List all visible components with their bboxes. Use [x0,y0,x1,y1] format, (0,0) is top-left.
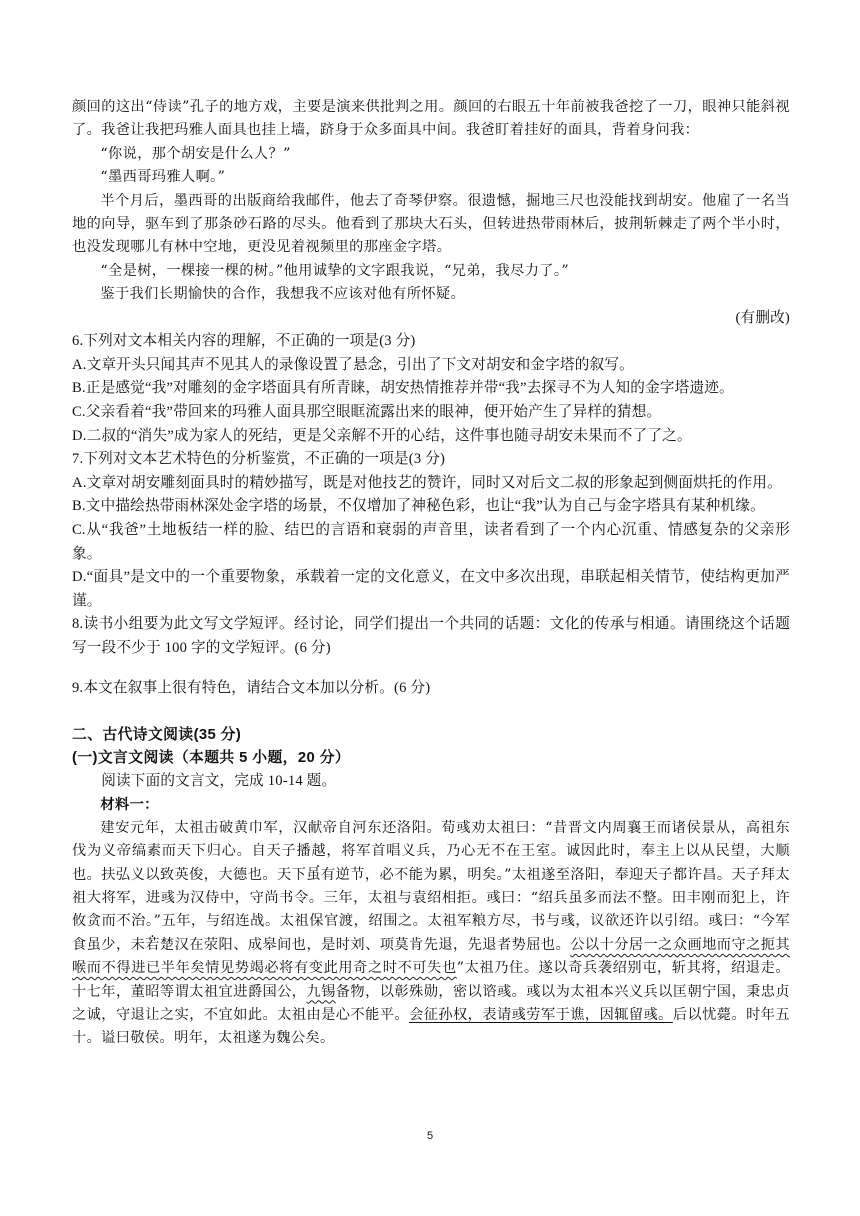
question-6-option-c: C.父亲看着“我”带回来的玛雅人面具那空眼眶流露出来的眼神，便开始产生了异样的猜想。 [72,404,662,421]
underlined-sentence: 会征孙权，表请彧劳军于谯，因辄留彧。 [409,1007,673,1023]
question-6-option-d: D.二叔的“消失”成为家人的死结，更是父亲解不开的心结，这件事也随寻胡安未果而不了了之。 [72,427,692,444]
question-9: 9.本文在叙事上很有特色，请结合文本加以分析。(6 分) [72,679,431,696]
wavy-underlined-term: 九锡 [306,983,336,1000]
passage-paragraph: 鉴于我们长期愉快的合作，我想我不应该对他有所怀疑。 [100,286,466,303]
page-number: 5 [426,1130,434,1142]
answer-space [72,661,790,677]
question-7-option-b: B.文中描绘热带雨林深处金字塔的场景，不仅增加了神秘色彩，也让“我”认为自己与金字塔具有某种机缘。 [72,498,765,515]
dotted-character: 治 [131,913,146,930]
section-title: 二、古代诗文阅读(35 分) [72,727,242,744]
text-segment: 。”五年，与绍连战。太祖保官渡，绍围之。太祖军粮方尽，书与彧，议欲还许以引绍。彧曰：“今军食虽少，未若楚汉在荥阳、成皋间也，是时刘、项莫肯先退，先退者势屈也。 [72,913,790,953]
answer-space [72,700,790,724]
question-8: 8.读书小组要为此文写文学短评。经讨论，同学们提出一个共同的话题：文化的传承与相通。请围绕这个话题写一段不少于 100 字的文学短评。(6 分) [72,616,790,656]
text-segment: 越，将军首唱义兵，乃心无不在王室。诚因此时，奉主上以从民望，大顺也。扶弘义以致英俊，大德也。天下虽有逆节，必不能为累，明矣。”太祖遂至洛阳，奉迎天子都许昌。天子拜太祖大将军，进彧为汉侍中，守尚书令。三年，太祖与袁绍相拒。彧曰：“绍兵虽多而法不整。田丰刚而犯上，许攸贪而不 [72,843,790,930]
passage-paragraph: 半个月后，墨西哥的出版商给我邮件，他去了奇琴伊察。很遗憾，掘地三尺也没能找到胡安。他雇了一名当地的向导，驱车到了那条砂石路的尽头。他看到了那块大石头，但转进热带雨林后，披荆斩棘走了两个半小时，也没发现哪儿有林中空地，更没见着视频里的那座金字塔。 [72,192,790,256]
question-6-option-b: B.正是感觉“我”对雕刻的金字塔面具有所青睐，胡安热情推荐并带“我”去探寻不为人知的金字塔遗迹。 [72,380,734,397]
question-7: 7.下列对文本艺术特色的分析鉴赏，不正确的一项是(3 分) [72,451,446,468]
passage-dialogue: “你说，那个胡安是什么人？” [100,145,291,162]
passage-paragraph: 颜回的这出“侍读”孔子的地方戏，主要是演来供批判之用。颜回的右眼五十年前被我爸挖了一刀，眼神只能斜视了。我爸让我把玛雅人面具也挂上墙，跻身于众多面具中间。我爸盯着挂好的面具，背着身问我： [72,99,790,139]
passage-dialogue: “全是树，一棵接一棵的树。”他用诚挚的文字跟我说，“兄弟，我尽力了。” [100,262,570,279]
wavy-underlined-sentence: 公以十分居一之众画地而守之扼其喉而不得进已半年矣情见势竭必将有变此用奇之时不可失也 [72,936,790,977]
passage-dialogue: “墨西哥玛雅人啊。” [100,169,226,186]
question-6-option-a: A.文章开头只闻其声不见其人的录像设置了悬念，引出了下文对胡安和金字塔的叙写。 [72,356,634,373]
question-7-option-c: C.从“我爸”土地板结一样的脸、结巴的言语和衰弱的声音里，读者看到了一个内心沉重、情感复杂的父亲形象。 [72,522,790,562]
instruction-text: 阅读下面的文言文，完成 10-14 题。 [101,773,337,790]
text-segment: 备物，以彰殊勋，密以谘彧。彧以为太祖本兴义兵以匡朝宁国，秉忠贞之诚，守退让之实，不宜如此。太祖由是心不能平。 [72,983,790,1023]
subsection-title: (一)文言文阅读（本题共 5 小题，20 分） [72,750,351,767]
text-segment: ”太祖乃住。遂以奇兵袭绍别屯，斩其将，绍退走。十七年，董昭等谓太祖宜进爵国公， [72,960,790,1000]
text-segment: 建安元年，太祖击破黄巾军，汉献帝自河东还洛阳。荀彧劝太祖曰：“昔晋文内周襄王而诸侯景从，高祖东伐为义帝缟素而天下归心。自天子 [72,819,790,860]
question-6: 6.下列对文本相关内容的理解，不正确的一项是(3 分) [72,333,416,350]
classical-text [72,817,790,1051]
dotted-character: 播 [296,843,312,860]
text-segment: 后以忧薨。时年五十。谥曰敬侯。明年，太祖遂为魏公矣。 [72,1007,791,1047]
material-label: 材料一： [100,796,159,813]
document-page [72,96,790,1051]
question-7-option-a: A.文章对胡安雕刻面具时的精妙描写，既是对他技艺的赞许，同时又对后文二叔的形象起到侧面烘托的作用。 [72,474,782,491]
edit-note: (有删改) [735,309,790,326]
question-7-option-d: D.“面具”是文中的一个重要物象，承载着一定的文化意义，在文中多次出现，串联起相关情节，使结构更加严谨。 [72,569,790,609]
